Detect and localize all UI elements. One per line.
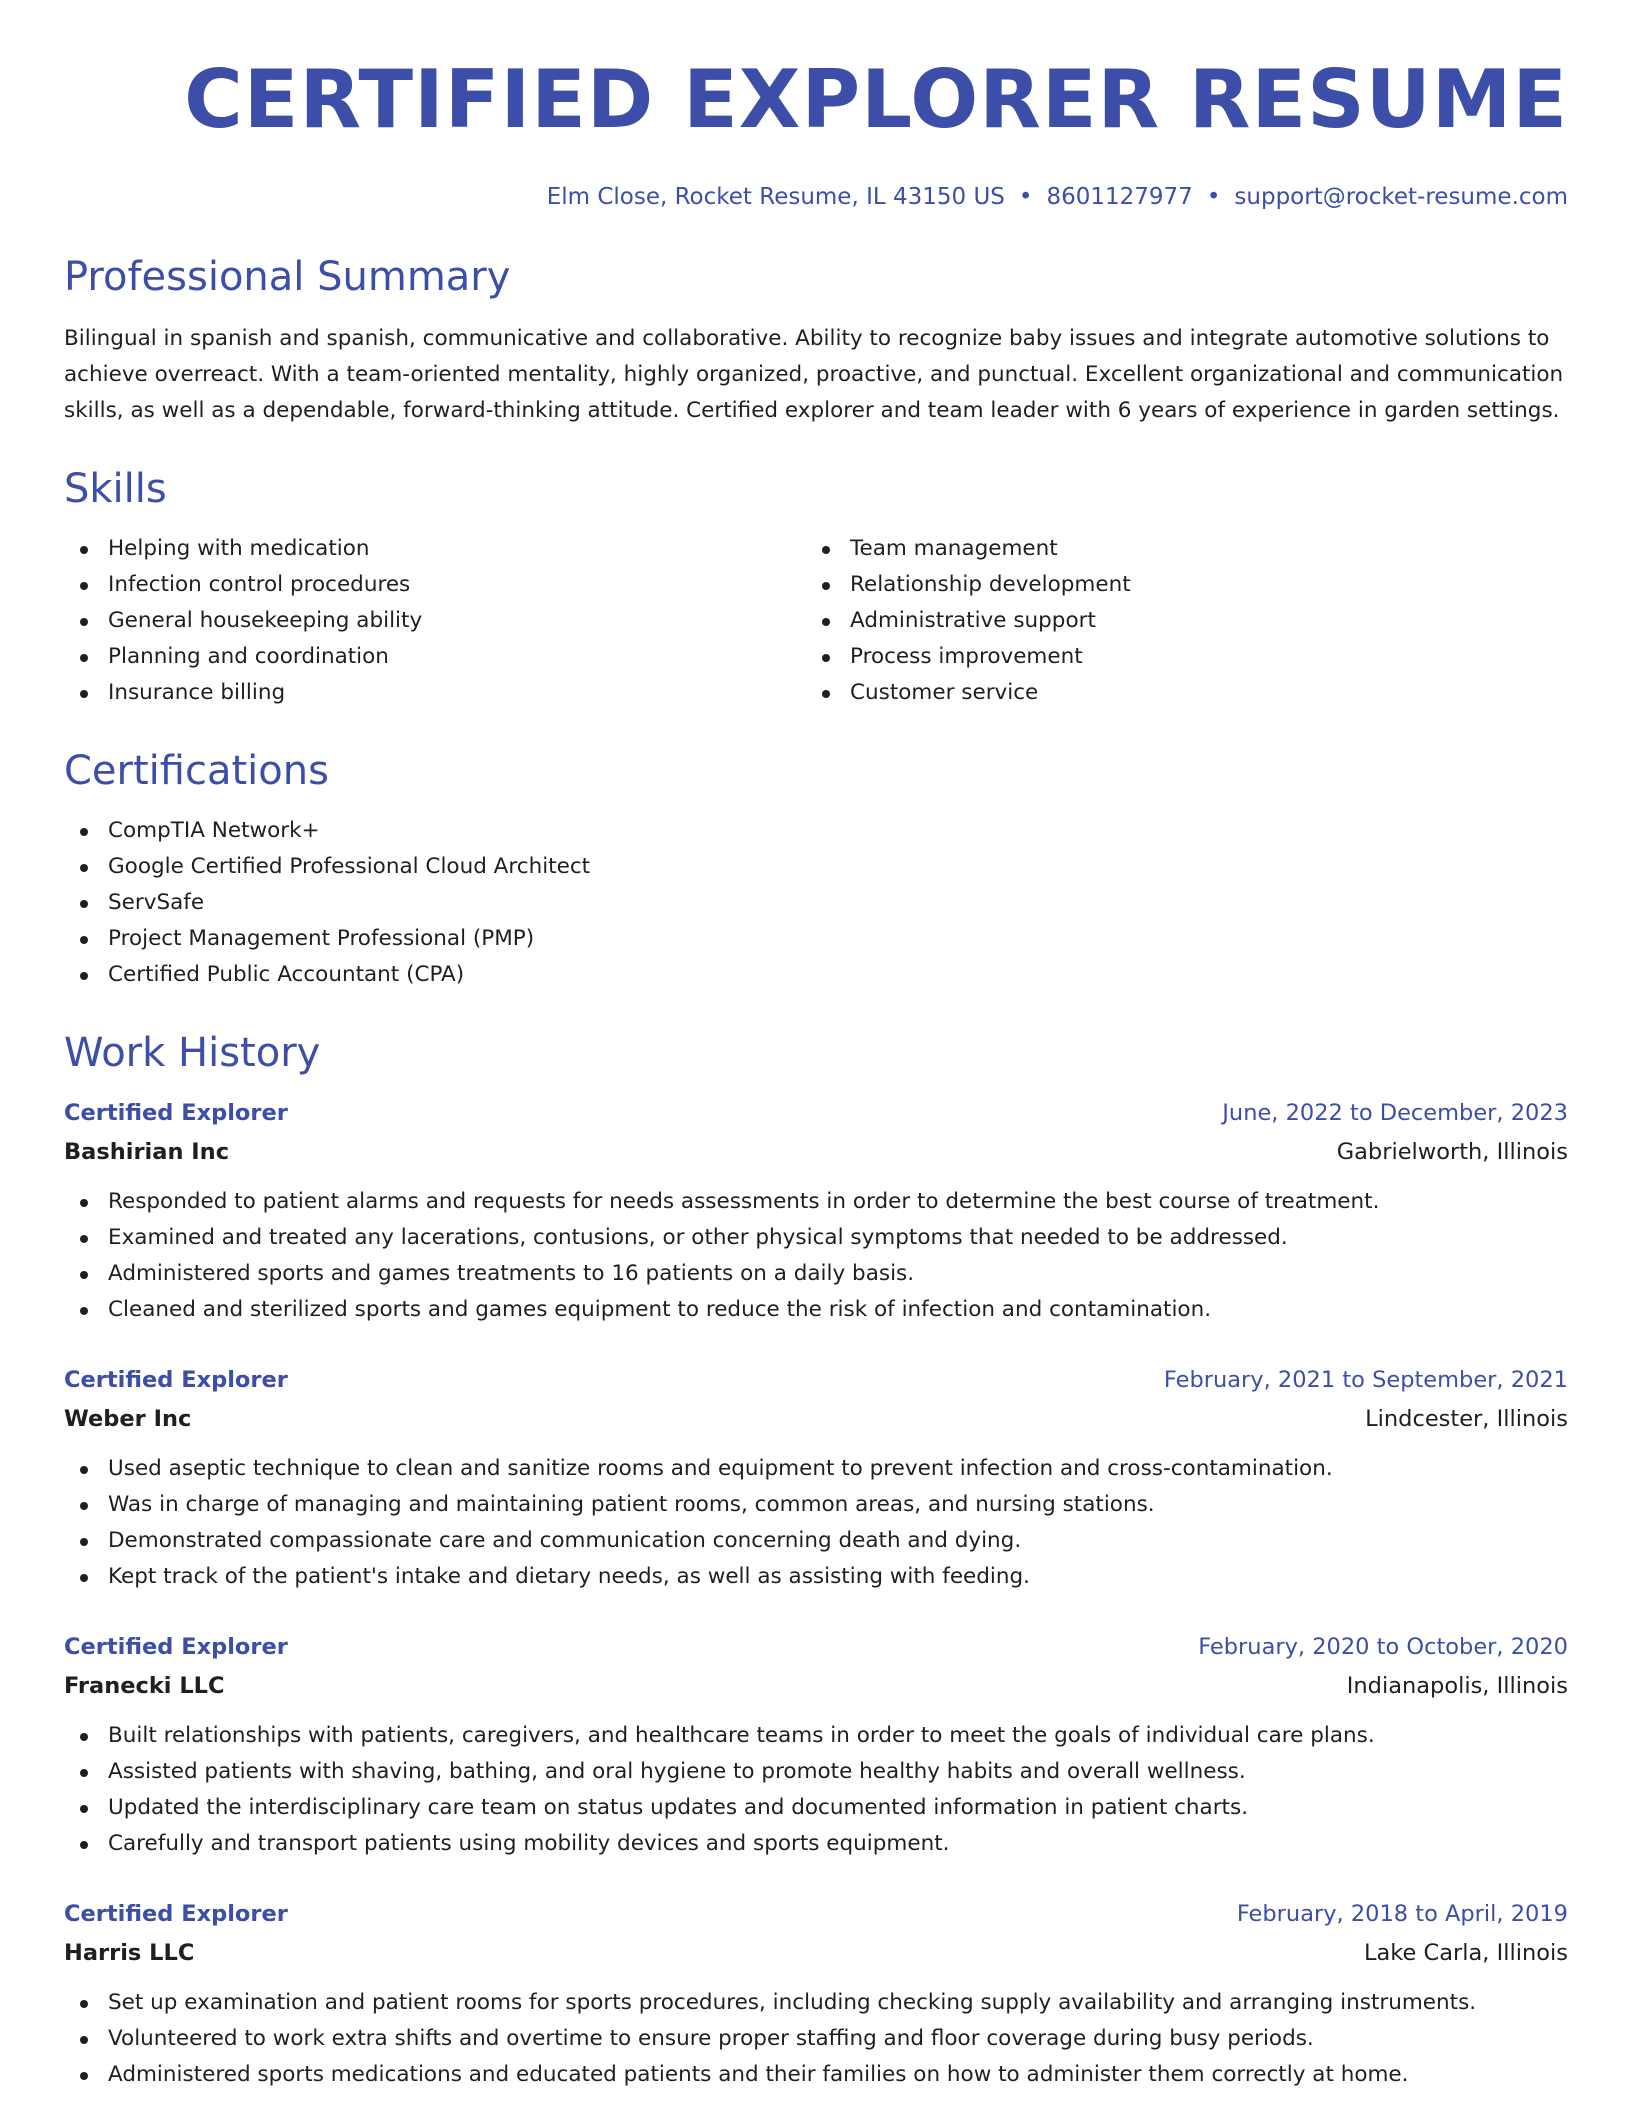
job-company: Weber Inc [64,1406,192,1432]
contact-email: support@rocket-resume.com [1234,184,1568,210]
skill-item: Relationship development [806,567,1548,603]
job-duty: Kept track of the patient's intake and dietary needs, as well as assisting with feeding. [64,1559,1568,1595]
certification-item: Project Management Professional (PMP) [64,921,1568,957]
contact-address: Elm Close, Rocket Resume, IL 43150 US [546,184,1005,210]
job-dates: February, 2021 to September, 2021 [1163,1367,1568,1393]
certification-item: CompTIA Network+ [64,813,1568,849]
job-duty: Set up examination and patient rooms for sports procedures, including checking supply availability and arranging instruments. [64,1985,1568,2021]
job-dates: June, 2022 to December, 2023 [1222,1100,1568,1126]
job-duty: Assisted patients with shaving, bathing, and oral hygiene to promote healthy habits and overall wellness. [64,1754,1568,1790]
summary-heading: Professional Summary [64,254,511,300]
job-duties-list [64,1985,1568,2093]
job-title: Certified Explorer [64,1100,288,1126]
job-dates: February, 2018 to April, 2019 [1236,1901,1568,1927]
contact-separator: • [1018,184,1033,210]
resume-name: CERTIFIED EXPLORER RESUME [184,53,1568,146]
job-header-row [64,1362,1568,1398]
job-company: Harris LLC [64,1940,195,1966]
job-entry [64,1362,1568,1595]
skills-list-right [806,531,1548,711]
job-company: Bashirian Inc [64,1139,230,1165]
skills-list-left [64,531,806,711]
job-duty: Responded to patient alarms and requests for needs assessments in order to determine the best course of treatment. [64,1184,1568,1220]
skills-columns [64,531,1568,711]
skill-item: Helping with medication [64,531,806,567]
job-location: Lake Carla, Illinois [1363,1940,1568,1966]
job-title: Certified Explorer [64,1367,288,1393]
job-duty: Used aseptic technique to clean and sanitize rooms and equipment to prevent infection and cross-contamination. [64,1451,1568,1487]
job-duty: Administered sports medications and educated patients and their families on how to administer them correctly at home. [64,2057,1568,2093]
job-header-row [64,1095,1568,1131]
job-entry [64,1629,1568,1862]
job-duty: Volunteered to work extra shifts and overtime to ensure proper staffing and floor coverage during busy periods. [64,2021,1568,2057]
job-company-row [64,1131,1568,1170]
job-header-row [64,1629,1568,1665]
skill-item: Insurance billing [64,675,806,711]
certification-item: ServSafe [64,885,1568,921]
job-location: Lindcester, Illinois [1365,1406,1568,1432]
job-duty: Built relationships with patients, caregivers, and healthcare teams in order to meet the goals of individual care plans. [64,1718,1568,1754]
contact-phone: 8601127977 [1046,184,1193,210]
job-company-row [64,1932,1568,1971]
skill-item: Process improvement [806,639,1548,675]
job-duty: Demonstrated compassionate care and communication concerning death and dying. [64,1523,1568,1559]
job-duty: Examined and treated any lacerations, contusions, or other physical symptoms that needed to be addressed. [64,1220,1568,1256]
job-duty: Was in charge of managing and maintaining patient rooms, common areas, and nursing stations. [64,1487,1568,1523]
job-duties-list [64,1451,1568,1595]
work-history-heading: Work History [64,1030,321,1076]
skill-item: Administrative support [806,603,1548,639]
job-header-row [64,1896,1568,1932]
job-duties-list [64,1184,1568,1328]
job-duties-list [64,1718,1568,1862]
certification-item: Google Certified Professional Cloud Architect [64,849,1568,885]
job-company: Franecki LLC [64,1673,225,1699]
job-company-row [64,1665,1568,1704]
job-entry [64,1095,1568,1328]
skills-heading: Skills [64,466,167,512]
skill-item: Planning and coordination [64,639,806,675]
job-location: Indianapolis, Illinois [1346,1673,1568,1699]
skill-item: Customer service [806,675,1548,711]
job-duty: Administered sports and games treatments to 16 patients on a daily basis. [64,1256,1568,1292]
job-entry [64,1896,1568,2093]
certifications-list [64,813,1568,993]
job-company-row [64,1398,1568,1437]
job-duty: Updated the interdisciplinary care team on status updates and documented information in patient charts. [64,1790,1568,1826]
job-title: Certified Explorer [64,1634,288,1660]
contact-separator: • [1206,184,1221,210]
job-title: Certified Explorer [64,1901,288,1927]
contact-line [64,184,1568,210]
job-dates: February, 2020 to October, 2020 [1198,1634,1568,1660]
skill-item: Team management [806,531,1548,567]
summary-text: Bilingual in spanish and spanish, communicative and collaborative. Ability to recognize baby issues and integrate automotive solutions to achieve overreact. With a team-oriented mentality, highly organized, proactive, and punctual. Excellent organizational and communication skills, as well as a dependable, forward-thinking attitude. Certified explorer and team leader with 6 years of experience in garden settings. [64,326,1564,423]
job-duty: Cleaned and sterilized sports and games equipment to reduce the risk of infection and contamination. [64,1292,1568,1328]
skill-item: Infection control procedures [64,567,806,603]
job-duty: Carefully and transport patients using mobility devices and sports equipment. [64,1826,1568,1862]
skill-item: General housekeeping ability [64,603,806,639]
certifications-heading: Certifications [64,748,329,794]
job-location: Gabrielworth, Illinois [1336,1139,1568,1165]
certification-item: Certified Public Accountant (CPA) [64,957,1568,993]
